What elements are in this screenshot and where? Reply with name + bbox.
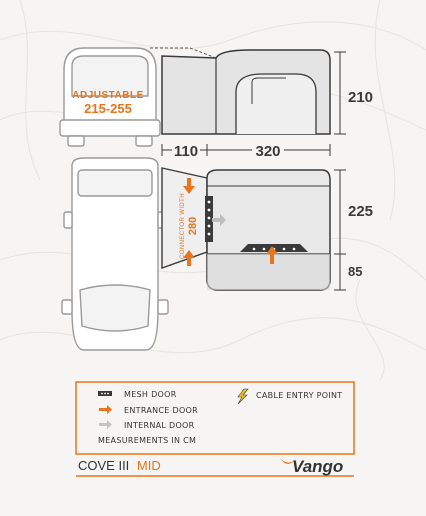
- height-dimension: [334, 52, 346, 134]
- legend-internal-door: INTERNAL DOOR: [124, 421, 195, 430]
- adjustable-range: 215-255: [84, 101, 132, 116]
- brand-name: Vango: [292, 457, 344, 476]
- product-variant: MID: [136, 458, 161, 473]
- legend-units-note: MEASUREMENTS IN CM: [98, 436, 197, 445]
- side-view: [60, 48, 373, 146]
- mesh-door-icon: [98, 391, 112, 396]
- internal-door-icon: [99, 420, 112, 429]
- van-top: [62, 158, 168, 350]
- width-dimensions: [334, 170, 346, 290]
- legend-cable-entry: CABLE ENTRY POINT: [256, 391, 343, 400]
- main-length-value: 320: [255, 143, 281, 160]
- legend-mesh-door: MESH DOOR: [124, 390, 177, 399]
- entrance-door-icon: [99, 405, 112, 414]
- legend-entrance-door: ENTRANCE DOOR: [124, 406, 199, 415]
- height-value: 210: [348, 89, 374, 106]
- main-width-value: 225: [348, 203, 374, 220]
- product-name: [78, 458, 161, 473]
- annex-width-value: 85: [348, 264, 363, 279]
- vestibule-depth-value: 110: [173, 143, 199, 160]
- connector-width-label: CONNECTOR WIDTH: [180, 193, 186, 259]
- vango-logo: [280, 457, 343, 476]
- legend-box: [76, 382, 354, 454]
- connector-width-value: 280: [187, 216, 199, 236]
- product-model: COVE III: [78, 458, 130, 473]
- tent-side-body: [162, 50, 330, 134]
- cable-entry-icon: [238, 389, 248, 404]
- adjustable-label: ADJUSTABLE: [72, 90, 144, 101]
